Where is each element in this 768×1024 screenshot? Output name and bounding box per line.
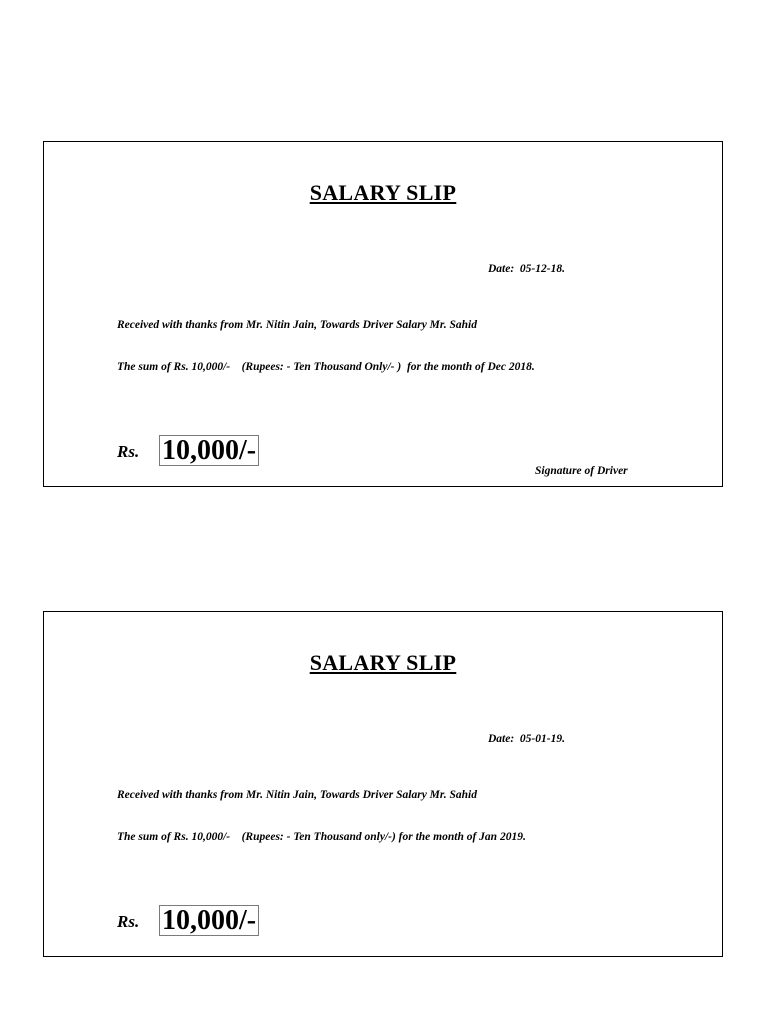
rs-label: Rs. [117,442,140,461]
salary-slip-january [43,611,723,957]
received-line: Received with thanks from Mr. Nitin Jain, Towards Driver Salary Mr. Sahid [117,789,477,801]
amount-box: 10,000/- [159,435,259,466]
slip-title: SALARY SLIP [309,180,457,205]
sum-line: The sum of Rs. 10,000/- (Rupees: - Ten Thousand only/-) for the month of Jan 2019. [117,831,526,843]
signature-label: Signature of Driver [535,465,628,477]
amount-box: 10,000/- [159,905,259,936]
slip-date: Date: 05-01-19. [488,733,565,745]
sum-line: The sum of Rs. 10,000/- (Rupees: - Ten Thousand Only/- ) for the month of Dec 2018. [117,361,535,373]
salary-slip-december [43,141,723,487]
rs-label: Rs. [117,912,140,931]
slip-date: Date: 05-12-18. [488,263,565,275]
slip-title: SALARY SLIP [309,650,457,675]
received-line: Received with thanks from Mr. Nitin Jain, Towards Driver Salary Mr. Sahid [117,319,477,331]
